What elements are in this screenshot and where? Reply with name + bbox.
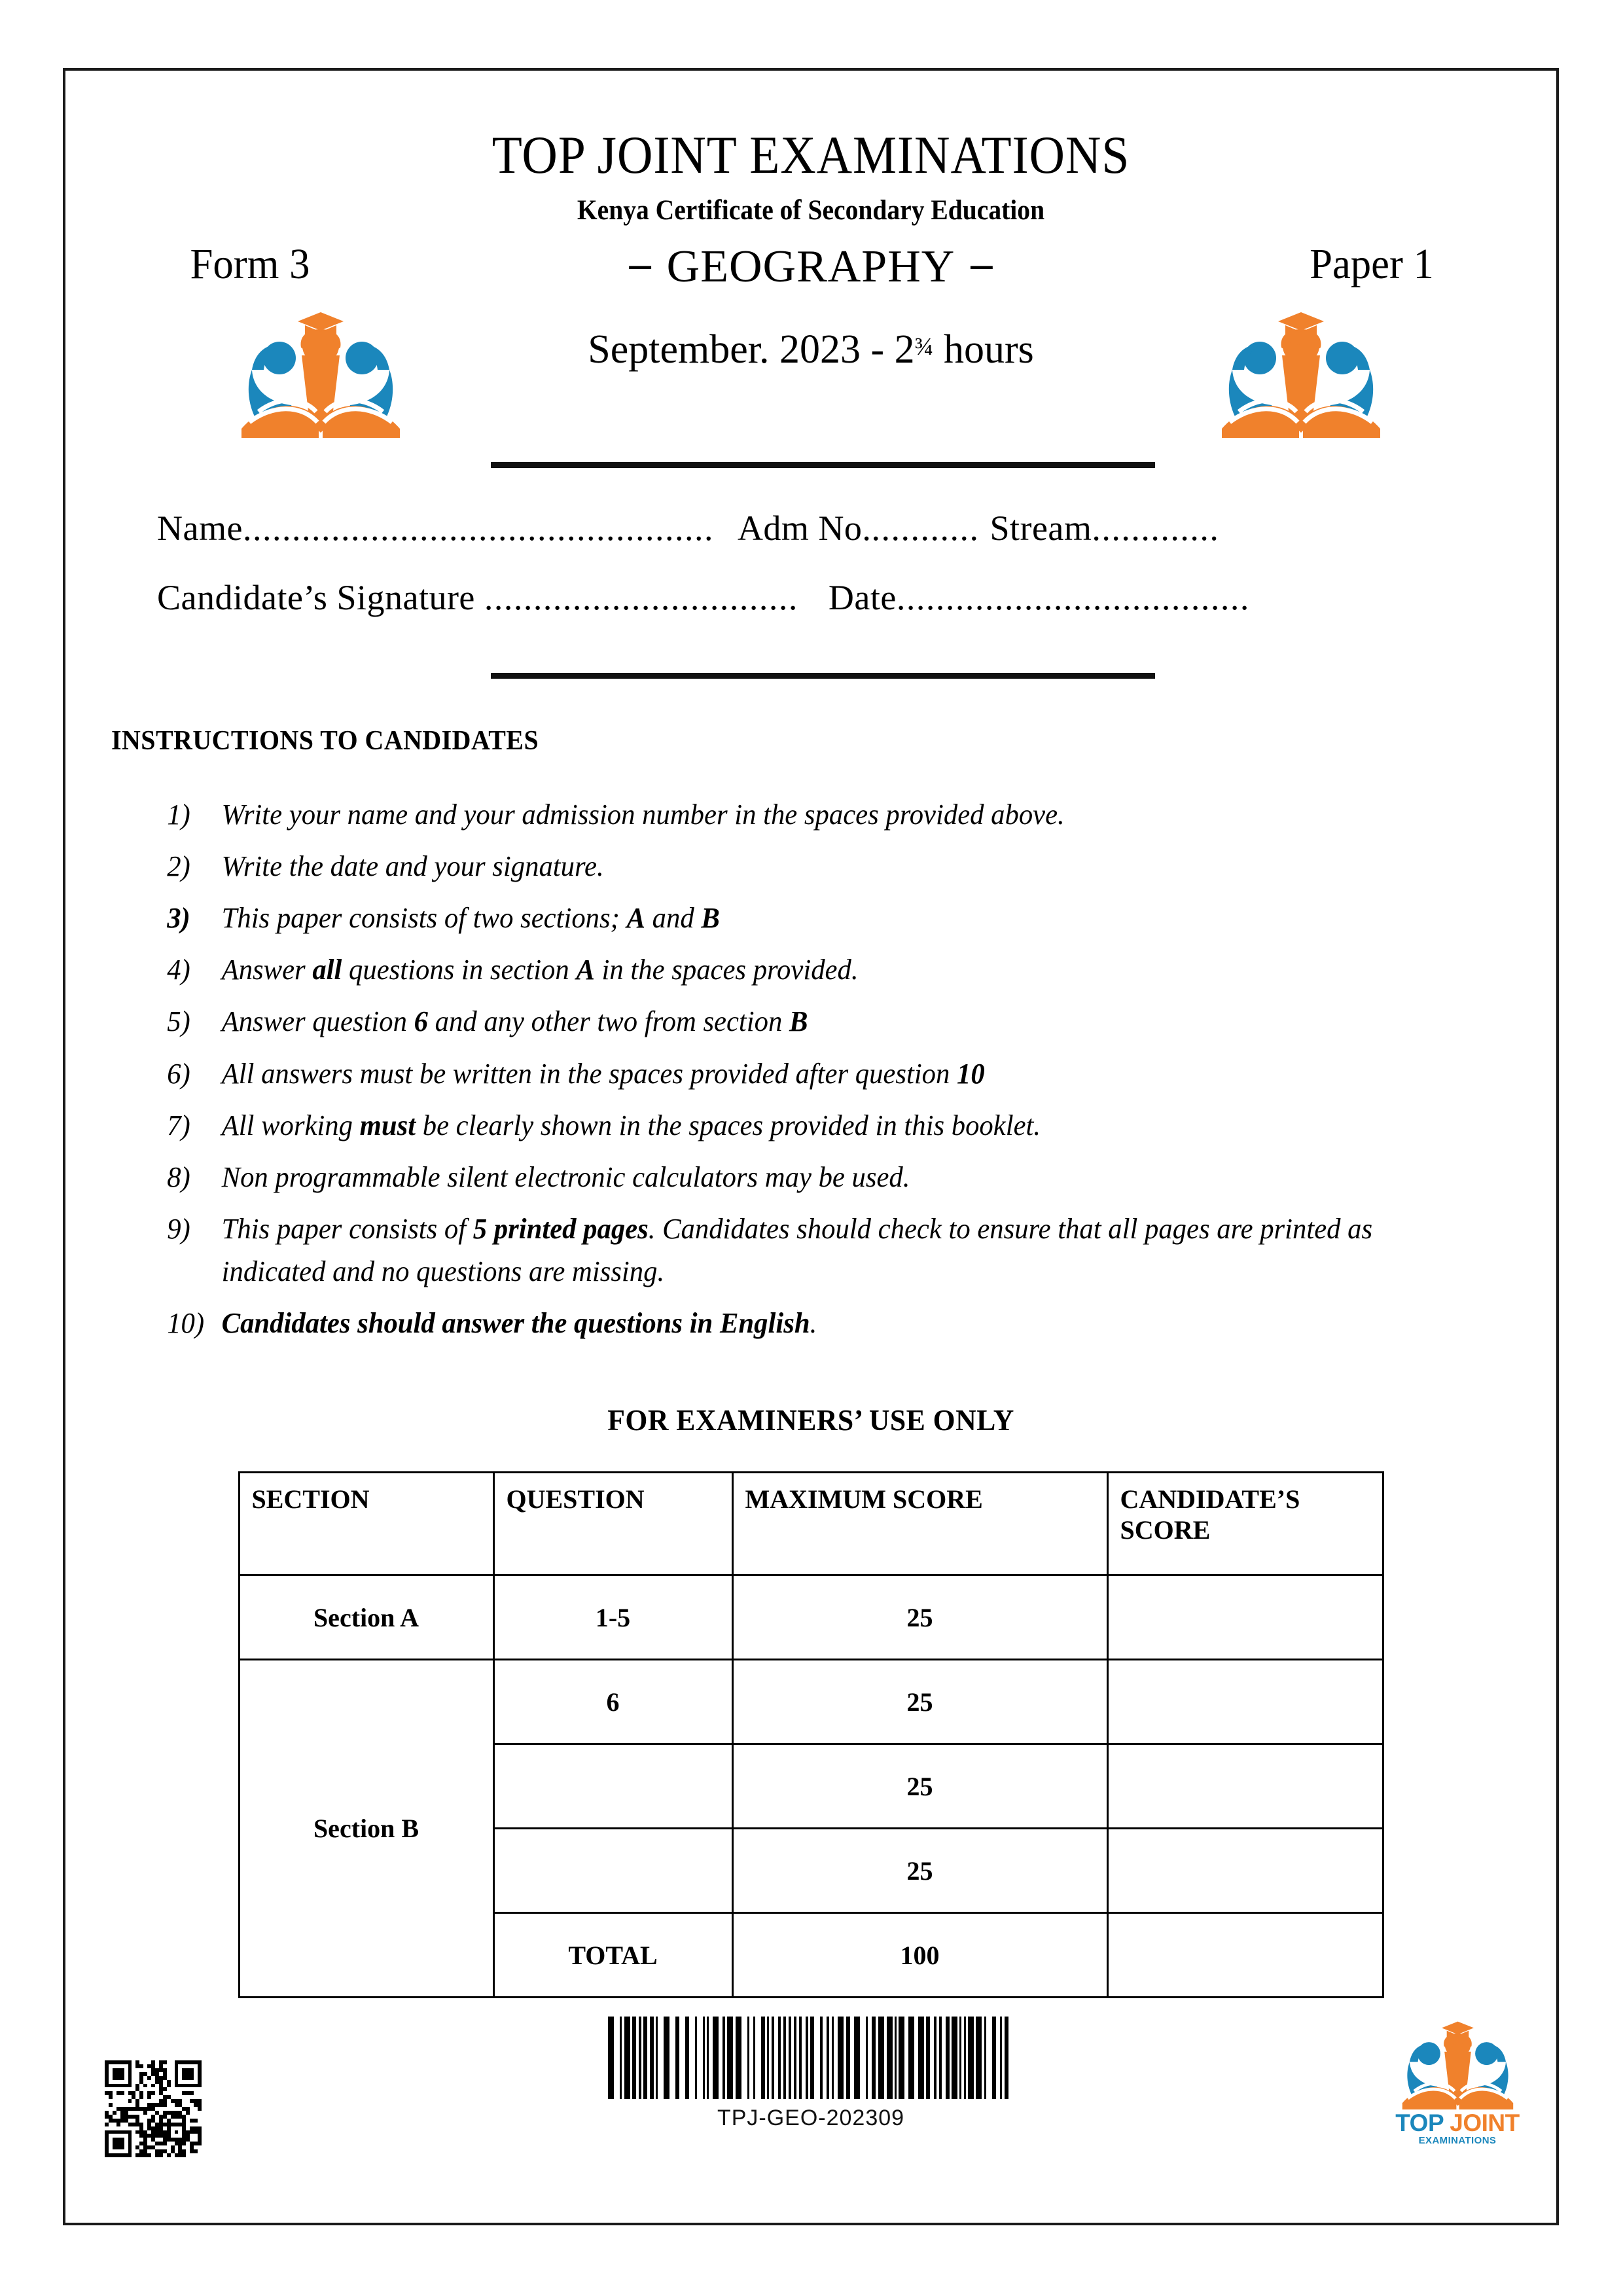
question-numbers: 6: [493, 1660, 732, 1744]
candidate-score-input[interactable]: [1107, 1744, 1383, 1829]
page-title: TOP JOINT EXAMINATIONS: [491, 125, 1130, 185]
instruction-number: 6): [167, 1057, 190, 1090]
maximum-score: 25: [732, 1575, 1107, 1660]
instruction-item: [65, 793, 1512, 836]
candidate-identity-row: [65, 511, 1556, 546]
instruction-number: 4): [167, 954, 190, 986]
instruction-number: 9): [167, 1212, 190, 1245]
barcode-text: TPJ-GEO-202309: [717, 2106, 905, 2130]
instruction-text: Write the date and your signature.: [221, 850, 604, 883]
adm-no-input-dots[interactable]: ...........: [871, 509, 980, 548]
exam-date-duration: [588, 329, 1033, 370]
examiners-title: FOR EXAMINERS’ USE ONLY: [607, 1403, 1014, 1437]
header-logo-right-icon: [1219, 307, 1383, 438]
instructions-heading: INSTRUCTIONS TO CANDIDATES: [111, 726, 539, 756]
instruction-item: [65, 948, 1512, 991]
exam-header: [65, 71, 1556, 617]
table-row: [239, 1660, 1383, 1744]
maximum-score: 25: [732, 1829, 1107, 1913]
instruction-item: [65, 1156, 1512, 1198]
instruction-number: 8): [167, 1160, 190, 1193]
subject-line: [614, 240, 1008, 292]
instruction-text: All answers must be written in the spaces provided after question 10: [221, 1057, 985, 1090]
instruction-text: Non programmable silent electronic calculators may be used.: [221, 1160, 910, 1193]
instruction-number: 7): [167, 1109, 190, 1141]
footer-logo-icon: [1400, 2018, 1515, 2109]
duration-fraction: ¾: [914, 333, 934, 361]
header-middle-row: [65, 231, 1556, 427]
paper-label: Paper 1: [1310, 240, 1434, 288]
instructions-section: [65, 725, 1556, 1354]
instruction-number: 10): [167, 1307, 205, 1340]
candidate-score-input[interactable]: [1107, 1913, 1383, 1998]
exam-subtitle: Kenya Certificate of Secondary Education: [577, 195, 1045, 226]
wordmark-sub: EXAMINATIONS: [1418, 2135, 1497, 2146]
instruction-item: [65, 1208, 1512, 1293]
instruction-item: [65, 1104, 1512, 1147]
dash-right: –: [971, 240, 993, 287]
candidate-signature-row: [65, 580, 1556, 615]
stream-input-dots[interactable]: .............: [1092, 509, 1220, 548]
date-label: Date: [828, 578, 897, 617]
instruction-number: 3): [167, 902, 190, 935]
instruction-item: [65, 1302, 1512, 1344]
form-label: Form 3: [190, 240, 310, 288]
barcode-icon: [608, 2017, 1014, 2099]
examiners-section: [65, 1403, 1556, 1998]
page-border: [63, 68, 1559, 2225]
question-numbers: TOTAL: [493, 1913, 732, 1998]
maximum-score: 25: [732, 1744, 1107, 1829]
section-name: Section A: [239, 1575, 493, 1660]
name-label: Name: [157, 509, 243, 548]
candidate-score-input[interactable]: [1107, 1660, 1383, 1744]
instruction-number: 5): [167, 1005, 190, 1038]
maximum-score: 25: [732, 1660, 1107, 1744]
exam-date-suffix: hours: [933, 327, 1034, 372]
candidate-score-input[interactable]: [1107, 1829, 1383, 1913]
dash-left: –: [629, 240, 651, 287]
date-input-dots[interactable]: ....................................: [896, 578, 1250, 617]
column-header: QUESTION: [493, 1473, 732, 1575]
column-header: SECTION: [239, 1473, 493, 1575]
wordmark-joint: JOINT: [1450, 2109, 1520, 2136]
question-numbers: 1-5: [493, 1575, 732, 1660]
subject-name: GEOGRAPHY: [666, 242, 955, 292]
column-header: CANDIDATE’S SCORE: [1107, 1473, 1383, 1575]
instruction-item: [65, 1052, 1512, 1095]
instruction-text: This paper consists of two sections; A and B: [221, 902, 720, 935]
instruction-item: [65, 845, 1512, 888]
name-input-dots[interactable]: ................................................: [242, 509, 714, 548]
adm-no-label: Adm No.: [737, 509, 872, 548]
signature-label: Candidate’s Signature: [157, 578, 475, 617]
instruction-text: Answer all questions in section A in the spaces provided.: [221, 954, 859, 986]
table-row: [239, 1575, 1383, 1660]
question-numbers: [493, 1744, 732, 1829]
qr-code-icon[interactable]: [105, 2060, 202, 2157]
instruction-number: 1): [167, 798, 190, 831]
stream-label: Stream: [990, 509, 1092, 548]
wordmark-top: TOP: [1395, 2109, 1444, 2136]
instruction-text: This paper consists of 5 printed pages. Candidates should check to ensure that all pages are printed as indicated and no questions are missing.: [221, 1212, 1373, 1287]
instruction-item: [65, 897, 1512, 939]
header-divider-bottom: [491, 673, 1155, 679]
score-table: [238, 1471, 1384, 1998]
header-divider-top: [491, 462, 1155, 468]
footer-logo: [1382, 2018, 1533, 2145]
column-header: MAXIMUM SCORE: [732, 1473, 1107, 1575]
instructions-list: [65, 793, 1556, 1344]
instruction-text: Write your name and your admission number in the spaces provided above.: [221, 798, 1065, 831]
instruction-number: 2): [167, 850, 190, 883]
section-name: Section B: [239, 1660, 493, 1998]
header-logo-left-icon: [239, 307, 402, 438]
instruction-text: Candidates should answer the questions in English.: [221, 1307, 817, 1340]
instruction-text: All working must be clearly shown in the spaces provided in this booklet.: [221, 1109, 1041, 1141]
table-header-row: [239, 1473, 1383, 1575]
footer-wordmark: [1382, 2111, 1533, 2135]
maximum-score: 100: [732, 1913, 1107, 1998]
instruction-item: [65, 1000, 1512, 1043]
signature-input-dots[interactable]: ................................: [484, 578, 798, 617]
candidate-score-input[interactable]: [1107, 1575, 1383, 1660]
instruction-text: Answer question 6 and any other two from section B: [221, 1005, 808, 1038]
exam-date-prefix: September. 2023 - 2: [588, 327, 915, 372]
barcode: [65, 2008, 1556, 2131]
question-numbers: [493, 1829, 732, 1913]
